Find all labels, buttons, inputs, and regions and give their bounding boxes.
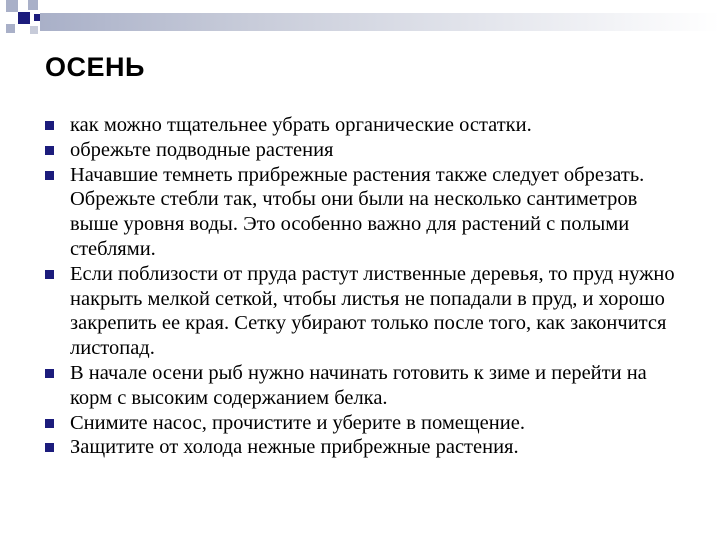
square-bullet-icon — [45, 121, 54, 130]
square-bullet-icon — [45, 171, 54, 180]
list-item — [45, 262, 685, 361]
square-bullet-icon — [45, 419, 54, 428]
title-bar-decoration — [40, 13, 720, 31]
bullet-list — [45, 113, 685, 460]
decor-square — [6, 0, 18, 12]
list-item-text: Снимите насос, прочистите и уберите в помещение. — [70, 411, 525, 434]
list-item-text: Защитите от холода нежные прибрежные растения. — [70, 436, 519, 459]
slide-title: ОСЕНЬ — [45, 52, 145, 82]
list-item-text: Начавшие темнеть прибрежные растения также следует обрезать. Обрежьте стебли так, чтобы они были на несколько сантиметров выше уровня воды. Это особенно важно для растений с полыми стеблями. — [70, 163, 645, 260]
decor-square — [28, 0, 38, 10]
list-item — [45, 361, 685, 411]
list-item-text: как можно тщательнее убрать органические остатки. — [70, 114, 532, 136]
decor-square — [18, 12, 30, 24]
list-item-text: Если поблизости от пруда растут лиственные деревья, то пруд нужно накрыть мелкой сеткой, чтобы листья не попадали в пруд, и хорошо закрепить ее края. Сетку убирают только после того, как закончится листопад. — [70, 262, 675, 360]
list-item-text: обрежьте подводные растения — [70, 138, 334, 161]
square-bullet-icon — [45, 146, 54, 155]
list-item — [45, 435, 685, 460]
list-item — [45, 411, 685, 436]
square-bullet-icon — [45, 443, 54, 452]
list-item-text: В начале осени рыб нужно начинать готовить к зиме и перейти на корм с высоким содержанием белка. — [70, 361, 647, 409]
square-bullet-icon — [45, 270, 54, 279]
list-item — [45, 163, 685, 262]
square-bullet-icon — [45, 369, 54, 378]
list-item — [45, 113, 685, 138]
decor-square — [30, 26, 38, 34]
list-item — [45, 138, 685, 163]
decor-square — [6, 24, 15, 33]
